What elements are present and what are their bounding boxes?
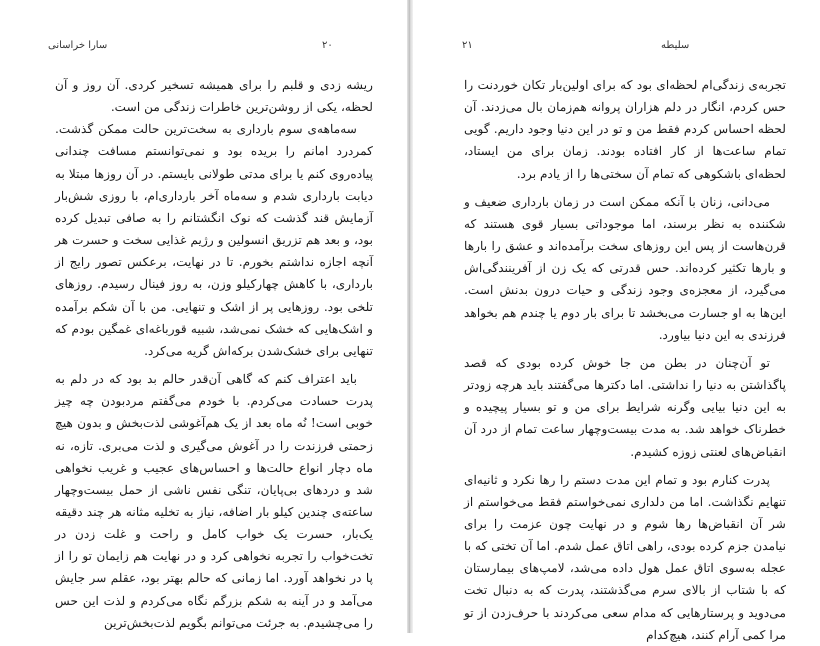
- right-page: [413, 0, 820, 642]
- left-page: [0, 0, 407, 633]
- page-body-text: [464, 74, 786, 646]
- running-title-book: سلیطه: [661, 40, 690, 51]
- paragraph: تجربه‌ی زندگی‌ام لحظه‌ای بود که برای اولین‌بار تکان خوردنت را حس کردم، انگار در دلم هزاران پروانه هم‌زمان بال می‌زدند. آن لحظه احساس کردم فقط من و تو در این دنیا وجود داریم. گویی تمام ساعت‌ها از کار افتاده بودند. زمان برای من ایستاد، لحظه‌ای باشکوهی که تمام آن سختی‌ها را از یادم برد.: [464, 78, 786, 181]
- paragraph: سه‌ماهه‌ی سوم بارداری به سخت‌ترین حالت ممکن گذشت. کمردرد امانم را بریده بود و نمی‌توانستم مسافت چندانی پیاده‌روی کنم یا برای مدتی طولانی بایستم. در آن روزها مبتلا به دیابت بارداری شدم و سه‌ماه آخر بارداری‌ام، با روزی شش‌بار آزمایش قند گذشت که نوک انگشتانم را به صافی تبدیل کرده بود، و بعد هم تزریق انسولین و رژیم غذایی سخت و حسرت هر آنچه اجازه نداشتم بخورم. تا در نهایت، برعکس تصور رایج از بارداری، با کاهش چهارکیلو وزن، به روز فینال رسیدم. روزهای تلخی بود. روزهایی پر از اشک و تنهایی. من با آن شکم برآمده و اشک‌هایی که خشک نمی‌شد، شبیه قورباغه‌ای غمگین بودم که تنهایی برای خشک‌شدن برکه‌اش گریه می‌کرد.: [55, 122, 373, 358]
- running-title-author: سارا خراسانی: [48, 40, 108, 51]
- paragraph: باید اعتراف کنم که گاهی آن‌قدر حالم بد بود که در دلم به پدرت حسادت می‌کردم. با خودم می‌گفتم مردبودن چه چیز خوبی است! نُه ماه بعد از یک هم‌آغوشی لذت‌بخش و بدون هیچ زحمتی فرزندت را در آغوش می‌گیری و لذت می‌بری. تازه، نه ماه دچار انواع حالت‌ها و احساس‌های عجیب و غریب نخواهی شد و دردهای بی‌پایان، تنگی نفس ناشی از حمل بیست‌وچهار ساعته‌ی چندین کیلو بار اضافه، نیاز به تخلیه مثانه هر چند دقیقه یک‌بار، حسرت یک خواب کامل و راحت و غلت زدن در تخت‌خواب را تجربه نخواهی کرد و در نهایت هم زایمان تو را از پا در نخواهد آورد. اما زمانی که حالم بهتر بود، عقلم سر جایش می‌آمد و در آینه به شکم بزرگم نگاه می‌کردم و لذت این حس را می‌چشیدم. به جرئت می‌توانم بگویم لذت‌بخش‌ترین: [55, 372, 373, 630]
- page-body-text: [55, 74, 373, 634]
- page-number: ۲۱: [462, 40, 473, 51]
- page-number: ۲۰: [322, 40, 333, 51]
- paragraph: پدرت کنارم بود و تمام این مدت دستم را رها نکرد و ثانیه‌ای تنهایم نگذاشت. اما من دلداری نمی‌خواستم فقط می‌خواستم از شر آن انقباض‌ها رها شوم و در نهایت چون عزمت را برای نیامدن جزم کرده بودی، راهی اتاق عمل شدم. اما آن تختی که با عجله به‌سوی اتاق عمل هول داده می‌شد، لامپ‌های بیمارستان که با شتاب از بالای سرم می‌گذشتند، پدرت که به دنبال تخت می‌دوید و پرستارهایی که مدام سعی می‌کردند با حرف‌زدن از تو مرا کمی آرام کنند، هیچ‌کدام: [464, 472, 786, 642]
- paragraph: تو آن‌چنان در بطن من جا خوش کرده بودی که قصد پاگذاشتن به دنیا را نداشتی. اما دکترها می‌گفتند باید هرچه زودتر به این دنیا بیایی وگرنه شرایط برای من و تو بسیار پیچیده و خطرناک خواهد شد. به مدت بیست‌وچهار ساعت تمام از درد آن انقباض‌های لعنتی زوزه کشیدم.: [464, 355, 786, 459]
- paragraph: ریشه زدی و قلبم را برای همیشه تسخیر کردی. آن روز و آن لحظه، یکی از روشن‌ترین خاطرات زندگی من است.: [55, 78, 373, 115]
- paragraph: می‌دانی، زنان با آنکه ممکن است در زمان بارداری ضعیف و شکننده به نظر برسند، اما موجوداتی بسیار قوی هستند که قرن‌هاست از پس این روزهای سخت برآمده‌اند و عشق را بارها و بارها تکثیر کرده‌اند. حس قدرتی که یک زن از آفرینندگی‌اش می‌گیرد، از معجزه‌ی وجود زندگی و حیات درون بدنش است. این‌ها به او جسارت می‌بخشد تا برای بار دوم یا چندم هم بخواهد فرزندی به این دنیا بیاورد.: [464, 194, 786, 342]
